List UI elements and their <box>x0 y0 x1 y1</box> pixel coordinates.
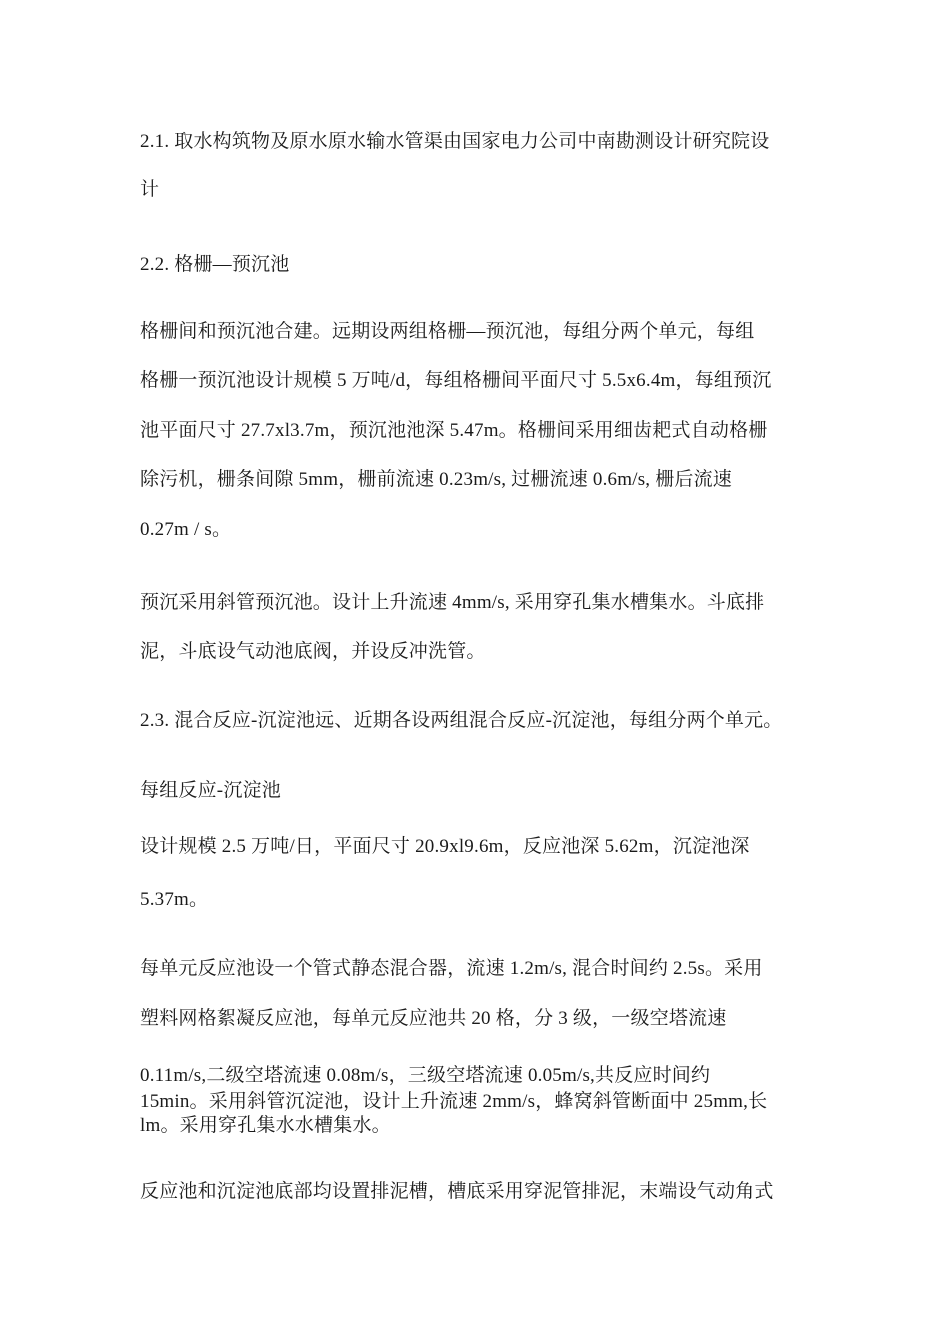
section-2-2-heading: 2.2. 格栅—预沉池 <box>140 254 290 275</box>
paragraph-line: 池平面尺寸 27.7xl3.7m，预沉池池深 5.47m。格栅间采用细齿耙式自动格栅 <box>140 420 768 441</box>
paragraph-line: 泥，斗底设气动池底阀，并设反冲洗管。 <box>140 641 486 662</box>
paragraph-line: 格栅间和预沉池合建。远期设两组格栅—预沉池，每组分两个单元，每组 <box>140 321 755 342</box>
paragraph-line: lm。采用穿孔集水水槽集水。 <box>140 1115 391 1136</box>
paragraph-line: 每组反应-沉淀池 <box>140 780 281 801</box>
section-2-3-heading: 2.3. 混合反应-沉淀池远、近期各设两组混合反应-沉淀池，每组分两个单元。 <box>140 710 783 731</box>
paragraph-line: 塑料网格絮凝反应池，每单元反应池共 20 格，分 3 级，一级空塔流速 <box>140 1008 727 1029</box>
paragraph-line: 反应池和沉淀池底部均设置排泥槽，槽底采用穿泥管排泥，末端设气动角式 <box>140 1181 774 1202</box>
paragraph-line: 格栅一预沉池设计规模 5 万吨/d，每组格栅间平面尺寸 5.5x6.4m，每组预沉 <box>140 370 772 391</box>
paragraph-line: 每单元反应池设一个管式静态混合器，流速 1.2m/s, 混合时间约 2.5s。采用 <box>140 958 763 979</box>
paragraph-line: 15min。采用斜管沉淀池，设计上升流速 2mm/s，蜂窝斜管断面中 25mm,长 <box>140 1091 768 1112</box>
paragraph-line: 预沉采用斜管预沉池。设计上升流速 4mm/s, 采用穿孔集水槽集水。斗底排 <box>140 592 765 613</box>
section-2-1-heading: 2.1. 取水构筑物及原水原水输水管渠由国家电力公司中南勘测设计研究院设 <box>140 131 770 152</box>
paragraph-line: 0.27m / s。 <box>140 519 232 540</box>
paragraph-line: 0.11m/s,二级空塔流速 0.08m/s，三级空塔流速 0.05m/s,共反应时间约 <box>140 1065 711 1086</box>
section-2-1-heading-continued: 计 <box>140 179 160 200</box>
paragraph-line: 5.37m。 <box>140 889 209 910</box>
paragraph-line: 设计规模 2.5 万吨/日，平面尺寸 20.9xl9.6m，反应池深 5.62m，沉淀池深 <box>140 836 750 857</box>
paragraph-line: 除污机，栅条间隙 5mm，栅前流速 0.23m/s, 过栅流速 0.6m/s, 栅后流速 <box>140 469 733 490</box>
